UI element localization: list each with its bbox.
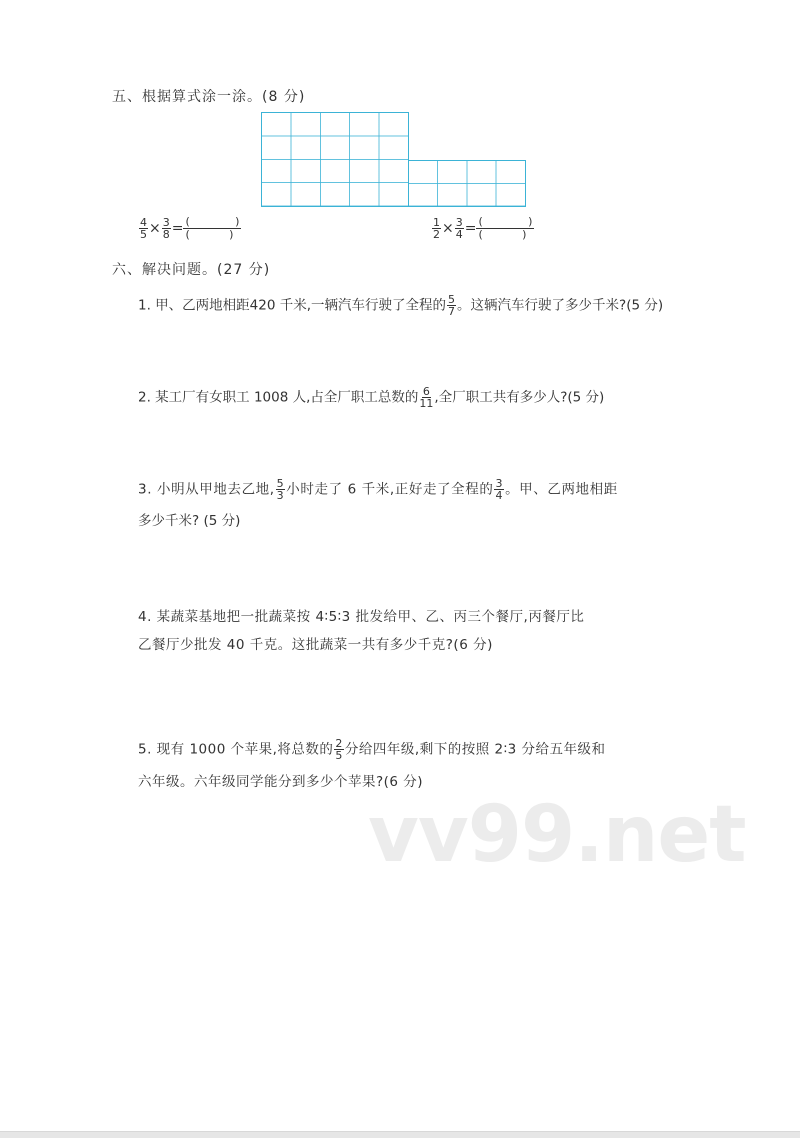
fraction: $\frac{4}{5}$ [140, 216, 147, 241]
fraction: $\frac{1}{2}$ [433, 216, 440, 241]
question-2: 2. 某工厂有女职工 1008 人,占全厂职工总数的 $\frac{6}{11}$ ,全厂职工共有多少人?(5 分) [138, 385, 605, 410]
fraction: $\frac{3}{4}$ [495, 477, 504, 502]
question-3-line-2: 多少千米? (5 分) [138, 513, 241, 529]
formula-left: $\frac{4}{5}$ × $\frac{3}{8}$ = ( ) ( ) [140, 215, 240, 241]
fraction: $\frac{3}{4}$ [455, 216, 463, 241]
fraction: $\frac{2}{5}$ [335, 737, 343, 762]
fraction: $\frac{6}{11}$ [419, 385, 434, 410]
answer-blank[interactable]: ( ) ( ) [478, 215, 533, 241]
answer-blank[interactable]: ( ) ( ) [185, 215, 240, 241]
question-3: 3. 小明从甲地去乙地, $\frac{5}{3}$ 小时走了 6 千米,正好走了全程的 $\frac{3}{4}$ 。甲、乙两地相距 [138, 477, 618, 502]
question-5: 5. 现有 1000 个苹果,将总数的 $\frac{2}{5}$ 分给四年级,剩下的按照 2∶3 分给五年级和 [138, 737, 606, 762]
question-1: 1. 甲、乙两地相距420 千米,一辆汽车行驶了全程的 $\frac{5}{7}$ 。这辆汽车行驶了多少千米?(5 分) [138, 293, 664, 318]
section-5-title: 五、根据算式涂一涂。(8 分) [112, 89, 306, 105]
watermark: vv99.net [368, 790, 746, 880]
fraction: $\frac{3}{8}$ [162, 216, 170, 241]
section-6-title: 六、解决问题。(27 分) [112, 262, 271, 278]
shading-grid-large[interactable] [261, 112, 409, 207]
question-5-line-2: 六年级。六年级同学能分到多少个苹果?(6 分) [138, 774, 424, 790]
question-4-line-2: 乙餐厅少批发 40 千克。这批蔬菜一共有多少千克?(6 分) [138, 637, 493, 653]
formula-right: $\frac{1}{2}$ × $\frac{3}{4}$ = ( ) ( ) [433, 215, 533, 241]
fraction: $\frac{5}{3}$ [276, 477, 285, 502]
fraction: $\frac{5}{7}$ [448, 293, 456, 318]
shading-grid-small[interactable] [408, 160, 526, 207]
question-4: 4. 某蔬菜基地把一批蔬菜按 4∶5∶3 批发给甲、乙、丙三个餐厅,丙餐厅比 [138, 609, 585, 625]
